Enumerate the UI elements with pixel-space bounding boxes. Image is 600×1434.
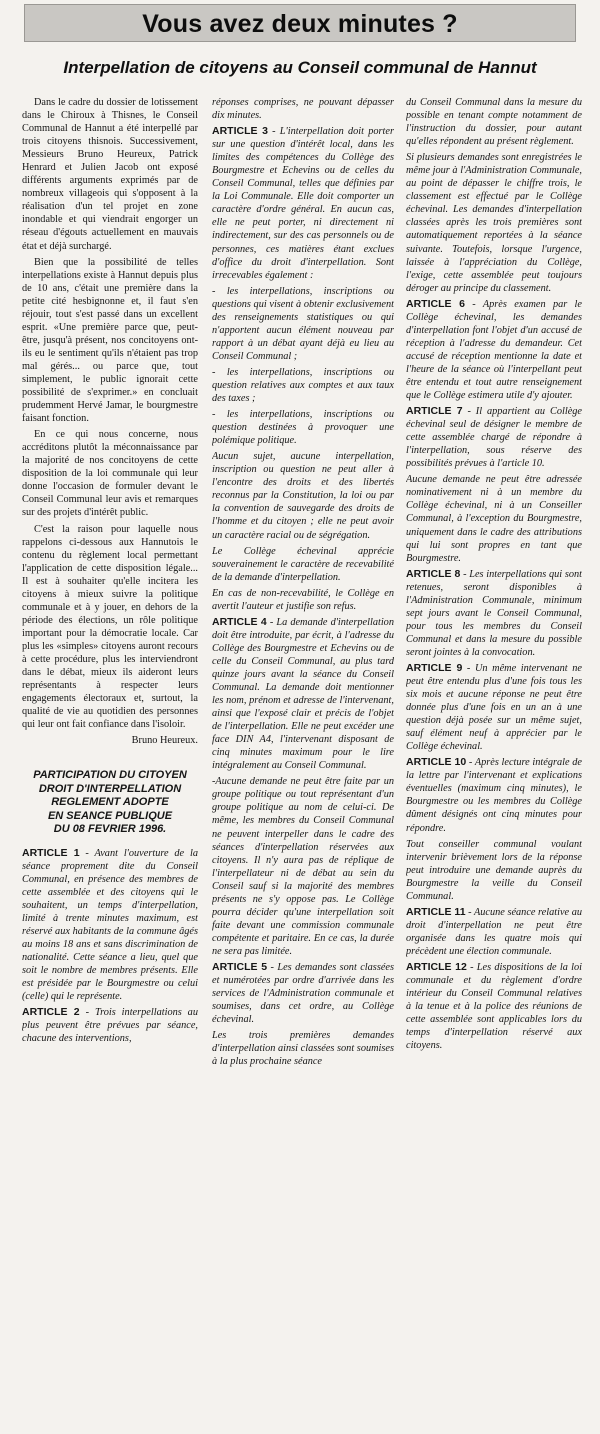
regulation-title	[22, 769, 198, 837]
regulation-paragraph	[406, 838, 582, 903]
article-text: Aucun sujet, aucune interpellation, inscription ou question ne peut aller à l'encontre des droits et des libertés reconnus par la Constitution, la loi ou par la convention de sauvegarde des droits de l'homme et du citoyen ; elle ne peut avoir un caractère racial ou de ségrégation.	[212, 451, 394, 541]
regulation-paragraph	[212, 366, 394, 405]
article-paragraph	[22, 847, 198, 1004]
regulation-paragraph	[212, 96, 394, 122]
article-label: ARTICLE 7	[406, 405, 463, 418]
regulation-title-line: DROIT D'INTERPELLATION	[38, 782, 182, 795]
intro-paragraph: Dans le cadre du dossier de lotissement dans le Chiroux à Thisnes, le Conseil Communal de Hannut a été interpellé par trois citoyens thisnois. Successivement, Messieurs Bruno Heureux, Patrick Henrard et Julien Jacob ont exposé différents arguments exprimés par de nombreux villageois qui s'opposent à la réalisation d'un tel projet en zone inondable et qui viendrait engorger un réseau d'égouts actuellement en mauvais état et déjà surchargé.	[22, 97, 198, 252]
article-text: - La demande d'interpellation doit être introduite, par écrit, à l'adresse du Collège des Bourgmestre et Echevins ou de celle du Conseil Communal, au plus tard quinze jours avant la séance du Conseil Communal. La demande doit mentionner les nom, prénom et adresse de l'intervenant, ainsi que l'exposé clair et précis de l'objet de l'interpellation. Elle ne peut excéder une face DIN A4, l'intervenant disposant de cinq minutes maximum pour le lire intégralement au Conseil Communal.	[212, 616, 394, 772]
article-paragraph	[212, 961, 394, 1026]
regulation-paragraph	[212, 450, 394, 541]
regulation-paragraph	[406, 473, 582, 564]
article-label: ARTICLE 9	[406, 661, 463, 674]
col1-article-list	[22, 847, 198, 1046]
regulation-title-line: DU 08 FEVRIER 1996.	[53, 823, 167, 836]
article-paragraph	[406, 756, 582, 834]
article-label: ARTICLE 4	[212, 615, 267, 628]
regulation-paragraph	[406, 96, 582, 148]
article-label: ARTICLE 6	[406, 297, 465, 310]
article-text: - Après lecture intégrale de la lettre par l'intervenant et explications éventuelles (maximum cinq minutes), le Bourgmestre ou les membres du Collège dûment désignés ont cinq minutes pour répondre.	[406, 757, 582, 834]
regulation-paragraph	[212, 285, 394, 363]
column-2	[212, 96, 394, 1430]
article-text: -Aucune demande ne peut être faite par un groupe politique ou tout représentant d'un groupe politique au nom de celui-ci. De même, les membres du Conseil Communal ne peuvent interpeller dans le cadre des séances d'interpellation réservées aux citoyens. Il n'y aura pas de réplique de l'interpellateur ni de débat au sein du Conseil sauf si la majorité des membres présents ne s'y oppose pas. Le Collège pourra décider qu'une interpellation soit faite devant une commission communale compétente et paritaire. En ce cas, la durée ne sera pas limitée.	[212, 776, 394, 957]
article-text: - Aucune séance relative au droit d'interpellation ne peut être organisée dans les quatre mois qui précèdent une élection communale.	[406, 906, 582, 957]
regulation-title-line: REGLEMENT ADOPTE	[51, 796, 169, 809]
column-3	[406, 96, 582, 1430]
article-text: Le Collège échevinal apprécie souverainement le caractère de recevabilité de la demande d'interpellation.	[212, 545, 394, 583]
regulation-paragraph	[212, 587, 394, 613]
article-text: En cas de non-recevabilité, le Collège en avertit l'auteur et justifie son refus.	[212, 587, 394, 612]
article-text: - Trois interpellations au plus peuvent être prévues par séance, chacune des interventions,	[22, 1007, 198, 1045]
article-text: du Conseil Communal dans la mesure du possible en tenant compte notamment de l'instruction du dossier, pour autant qu'elles répondent au présent règlement.	[406, 97, 582, 148]
article-label: ARTICLE 5	[212, 961, 268, 973]
article-label: ARTICLE 10	[406, 756, 467, 769]
article-paragraph	[406, 298, 582, 402]
article-paragraph	[212, 616, 394, 773]
article-subtitle: Interpellation de citoyens au Conseil communal de Hannut	[63, 58, 537, 77]
page-title: Vous avez deux minutes ?	[142, 10, 458, 38]
intro-paragraph: En ce qui nous concerne, nous accréditons plutôt la méconnaissance par la majorité de nos concitoyens de cette disposition de la loi communale qui leur donne l'occasion de formuler devant le Conseil Communal leur avis et remarques sur des projets d'intérêt public.	[22, 429, 198, 519]
regulation-paragraph	[212, 545, 394, 584]
intro-paragraph: C'est la raison pour laquelle nous rappelons ci-dessous aux Hannutois le contenu du règlement local permettant l'application de cette disposition légale... Il est à souhaiter qu'elle incitera les citoyens à mieux suivre la politique communale et à y jouer, en dehors de la période des élections, un rôle politique important pour la démocratie locale. Car plus les «simples» citoyens auront recours à cette procédure, plus les interviendront dans le débat, mieux ils aideront leurs représentants à respecter leurs engagements électoraux et, surtout, la qualité de vie au quotidien des personnes qui leur ont fait confiance dans l'isoloir.	[22, 523, 198, 731]
regulation-title-line: PARTICIPATION DU CITOYEN	[33, 769, 187, 782]
article-label: ARTICLE 1	[22, 846, 80, 859]
article-paragraph	[406, 906, 582, 958]
article-text: - Les demandes sont classées et numérotées par ordre d'arrivée dans les services de l'Administration communale et soumises, dans cet ordre, au Collège échevinal.	[212, 962, 394, 1026]
article-text: Les trois premières demandes d'interpellation ainsi classées sont soumises à la plus prochaine séance	[212, 1030, 394, 1068]
article-text: réponses comprises, ne pouvant dépasser dix minutes.	[212, 97, 394, 122]
article-text: - Après examen par le Collège échevinal, les demandes d'interpellation font l'objet d'un accusé de réception à l'adresse du demandeur. Cet accusé de réception mentionne la date et l'heure de la séance où l'interpellant peut être entendu et tout autre renseignement que le Collège estimera utile d'y ajouter.	[406, 298, 582, 402]
regulation-paragraph	[212, 775, 394, 958]
regulation-paragraph	[406, 151, 582, 295]
regulation-title-line: EN SEANCE PUBLIQUE	[47, 809, 173, 822]
regulation-paragraph	[212, 408, 394, 447]
intro-paragraph: Bien que la possibilité de telles interpellations existe à Hannut depuis plus de 10 ans, c'était une première dans la petite cité hesbignonne et, il faut s'en réjouir, tout s'est passé dans un excellent esprit. «Une première parce que, peut-être, jusqu'à présent, nos concitoyens ont-ils eu le sentiment qu'ils n'étaient pas trop mal gérés... ou parce que, tout simplement, le public ignorait cette possibilité de s'exprimer.» en concluait prudemment Hervé Jamar, le bourgmestre faisant fonction.	[22, 256, 198, 425]
regulation-paragraph	[212, 1029, 394, 1068]
article-paragraph	[212, 125, 394, 282]
headline-banner	[24, 4, 576, 42]
article-label: ARTICLE 11	[406, 905, 466, 918]
article-text: - Les interpellations qui sont retenues, seront disponibles à l'Administration Communale, minimum sept jours avant le Conseil Communal, pour tous les membres du Conseil Communal et dans la mesure du possible seront jointes à la convocation.	[406, 568, 582, 658]
article-text: - Un même intervenant ne peut être entendu plus d'une fois tous les six mois et aucune réponse ne peut être donnée plus d'une fois en un an à une question déjà posée sur un même sujet, sauf élément neuf à apprécier par le Collège échevinal.	[406, 662, 582, 753]
column-1	[22, 96, 198, 1430]
article-text: - les interpellations, inscriptions ou question destinées à provoquer une polémique politique.	[212, 409, 394, 447]
article-text: Aucune demande ne peut être adressée nominativement ni à un membre du Collège échevinal, ni à un Conseiller Communal, à l'exception du Bourgmestre, uniquement dans le cadre des attributions qui lui sont propres en tant que Bourgmestre.	[406, 474, 582, 564]
article-paragraph	[22, 1006, 198, 1045]
article-text: - les interpellations, inscriptions ou questions qui visent à obtenir exclusivement des renseignements statistiques ou qui n'apportent aucun élément nouveau par rapport à un débat ayant déjà eu lieu au Conseil Communal ;	[212, 285, 394, 362]
article-label: ARTICLE 2	[22, 1006, 80, 1019]
article-label: ARTICLE 12	[406, 961, 467, 973]
article-label: ARTICLE 8	[406, 567, 461, 580]
article-text: - L'interpellation doit porter sur une question d'intérêt local, dans les limites des compétences du Collège des Bourgmestre et Echevins ou de celles du Conseil Communal, telles que définies par la Loi Communale. Elle doit comporter un caractère d'ordre général. En aucun cas, elle ne peut porter, ni directement ni indirectement, sur des cas personnels ou de personnes, ces matières étant exclues d'office du droit d'interpellation. Sont irrecevables également :	[212, 126, 394, 281]
article-label: ARTICLE 3	[212, 125, 268, 138]
article-text: - Il appartient au Collège échevinal seul de désigner le membre de cette assemblée chargé de répondre à l'interpellation, sous réserve des possibilités prévues à l'article 10.	[406, 406, 582, 470]
article-paragraph	[406, 568, 582, 659]
article-paragraph	[406, 961, 582, 1052]
article-text: - Les dispositions de la loi communale et du règlement d'ordre intérieur du Conseil Communal relatives à la tenue et à la police des réunions de cette assemblée sont applicables lors du temps d'interpellation réservé aux citoyens.	[406, 962, 582, 1052]
article-text: - Avant l'ouverture de la séance proprement dite du Conseil Communal, en présence des membres de cette assemblée et des citoyens qui le souhaitent, un temps d'interpellation, limité à trente minutes maximum, est réservé aux habitants de la commune âgés au moins 18 ans et sans discrimination de nationalité. Cette séance a lieu, quel que soit le nombre de membres présents. Elle est présidée par le Bourgmestre ou celui (celle) qui le représente.	[22, 847, 198, 1003]
article-text: Tout conseiller communal voulant intervenir brièvement lors de la réponse peut introduire une demande auprès du Bourgmestre la veille du Conseil Communal.	[406, 838, 582, 902]
article-paragraph	[406, 405, 582, 470]
article-text: Si plusieurs demandes sont enregistrées le même jour à l'Administration Communale, au point de dépasser le chiffre trois, le classement est effectué par le Collège échevinal. Les demandes d'interpellation classées après les trois premières sont automatiquement reportées à la séance suivante. Toutefois, lorsque l'urgence, laissée à l'appréciation du Collège, l'exige, cette assemblée peut toujours déroger au principe du classement.	[406, 152, 582, 294]
col2-article-list	[212, 96, 394, 1068]
article-paragraph	[406, 662, 582, 753]
author-signature: Bruno Heureux.	[131, 735, 198, 747]
article-text: - les interpellations, inscriptions ou question relatives aux comptes et aux taux des taxes ;	[212, 366, 394, 405]
col3-article-list	[406, 96, 582, 1052]
